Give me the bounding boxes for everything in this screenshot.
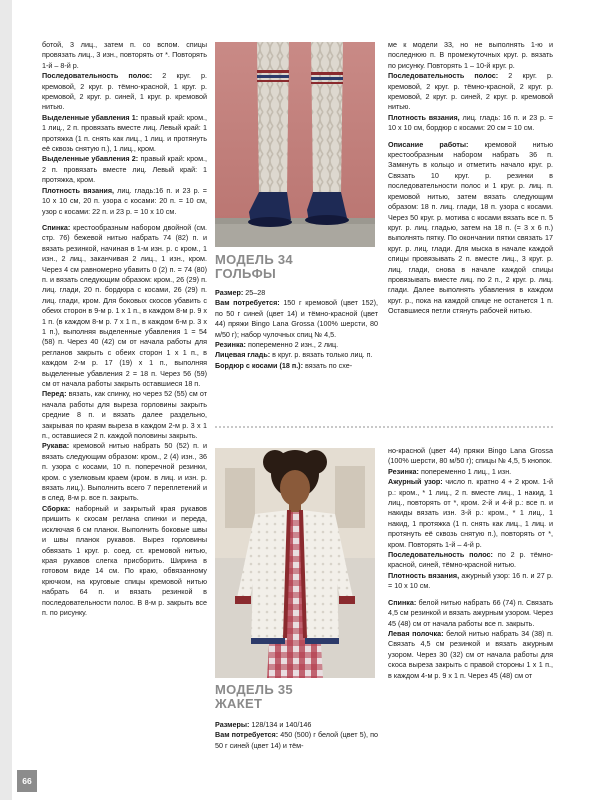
paragraph: Резинка: попеременно 2 изн., 2 лиц. [215, 340, 339, 350]
paragraph: Вам потребуется: 450 (500) г белой (цвет 5), по 50 г синей (цвет 14) и тём- [215, 730, 379, 750]
paragraph: Резинка: попеременно 1 лиц., 1 изн. [388, 466, 512, 476]
paragraph: Выделенные убавления 1: правый край: кром., 1 лиц., 2 п. провязать вместе лиц. Левый край: 1 протяжка (1 п. снять как лиц., 1 лиц. и протянуть её сквозь снятую п.), 1 лиц., кром. [42, 112, 207, 154]
model35-specs [215, 720, 378, 751]
paragraph: Бордюр с косами (18 п.): вязать по схе- [215, 360, 353, 370]
model35-number: МОДЕЛЬ 35 [215, 682, 293, 697]
paragraph: Левая полочка: белой нитью набрать 34 (38) п. Связать 4,5 см резинкой и вязать ажурным узором. Через 30 (32) см от начала работы для скоса выреза закрыть с правой стороны 1 х 1 п., в каждом 4-м р. 9 х 1 п. Через 45 (48) см от [388, 628, 553, 680]
paragraph: Выделенные убавления 2: правый край: кром., 2 п. провязать вместе лиц. Левый край: 1 протяжка, кром. [42, 154, 207, 185]
photo-knee-socks [215, 42, 375, 247]
page-number: 66 [17, 770, 37, 792]
model34-number: МОДЕЛЬ 34 [215, 252, 293, 267]
section-divider [215, 426, 553, 428]
model34-name: ГОЛЬФЫ [215, 266, 277, 281]
paragraph: Последовательность полос: 2 круг. р. кремовой, 2 круг. р. тёмно-красной, 2 круг. р. кремовой, 2 круг. р. синей, 2 круг. р. кремовой нитью. [388, 71, 553, 112]
paragraph: Плотность вязания, ажурный узор: 16 п. и 27 р. = 10 х 10 см. [388, 570, 553, 591]
paragraph: Спинка: крестообразным набором двойной (см. стр. 76) бежевой нитью набрать 74 (82) п. и вязать резинкой, начиная в 1-м изн. р. с кром., 1 изн., 2 лиц., заканчивая 2 лиц., 1 изн., кром. Через 4 см равномерно убавить 0 (2) п. = 74 (80) п. и вязать следующим образом: кром., 26 (29) п. лиц. глади, 20 п. бордюра с косами, 26 (29) п. лиц. глади, кром. Для боковых скосов убавить с обеих сторон в 9-м р. 1 х 1 п., в каждом 8-м р. 9 х 1 п. (в каждом 8-м р. 7 х 1 п., в каждом 6-м р. 3 х 1 п.), выполняя выделенные убавления 1 = 54 (58) п. Через 40 (42) см от начала работы для регланов закрыть с обеих сторон 1 х 1 п., в каждом 2-м р. 17 (19) х 1 п., выполняя выделенные убавления 2 = 18 п. Через 56 (59) см от начала работы закрыть оставшиеся 18 п. [42, 222, 208, 388]
model35-title [215, 683, 293, 711]
column-left [42, 40, 207, 618]
paragraph: Ажурный узор: число п. кратно 4 + 2 кром. 1-й р.: кром., * 1 лиц., 2 п. вместе лиц., 1 накид, 1 лиц., повторять от *, кром. 2-й и 4-й р.: все п. и накиды вязать изн. 3-й р.: кром., * 1 лиц., 1 накид, 1 протяжка (1 п. снять как лиц., 1 лиц. и протянуть её сквозь снятую п.), повторять от *, кром. Повторять 1-й – 4-й р. [388, 477, 553, 549]
model35-name: ЖАКЕТ [215, 696, 263, 711]
paragraph: Сборка: наборный и закрытый края рукавов пришить к скосам реглана спинки и переда, исключая 6 см планок. Выполнить боковые швы и швы планок рукавов. Вырез горловины обвязать 1 круг. р. соед. ст. кремовой нитью, края рукавов слегка присборить. Ширина в готовом виде 14 см. По краю, обвязанному крючком, на круговые спицы кремовой нитью набрать 64 п. и вязать резинкой в последовательности полос. В 8-м р. закрыть все п. по рисунку. [42, 503, 208, 617]
page-edge-rail [0, 0, 12, 800]
model34-specs [215, 288, 378, 371]
paragraph: Плотность вязания, лиц. гладь: 16 п. и 23 р. = 10 х 10 см, бордюр с косами: 20 см = 10 см. [388, 112, 554, 133]
jacket-illustration [215, 448, 375, 678]
paragraph: Спинка: белой нитью набрать 66 (74) п. Связать 4,5 см резинкой и вязать ажурным узором. Через 45 (48) см от начала работы все п. закрыть. [388, 597, 553, 628]
paragraph: Последовательность полос: 2 круг. р. кремовой, 2 круг. р. тёмно-красной, 1 круг. р. кремовой, 2 круг. р. синей, 1 круг. р. кремовой нитью. [42, 71, 207, 112]
paragraph: но-красной (цвет 44) пряжи Bingo Lana Grossa (100% шерсти, 80 м/50 г); спицы № 4,5, 5 кнопок. [388, 446, 553, 466]
photo-girl-jacket [215, 448, 375, 678]
column-right-bottom [388, 446, 553, 681]
paragraph: Размер: 25–28 [215, 288, 266, 297]
paragraph: Перед: вязать, как спинку, но через 52 (55) см от начала работы для выреза горловины закрыть средние 8 п. и вязать далее раздельно, закрывая по краям выреза в каждом 2-м р. 3 х 1 п., оставшиеся 2 п. каждой половины закрыть. [42, 389, 207, 441]
model34-title [215, 253, 293, 281]
paragraph: Вам потребуется: 150 г кремовой (цвет 152), по 50 г синей (цвет 14) и тёмно-красной (цвет 44) пряжи Bingo Lana Grossa (100% шерсти, 80 м/50 г); набор чулочных спиц № 4,5. [215, 298, 378, 339]
knee-socks-illustration [215, 42, 375, 247]
paragraph: Размеры: 128/134 и 140/146 [215, 720, 312, 729]
paragraph: ме к модели 33, но не выполнять 1-ю и последнюю п. В промежуточных круг. р. вязать по рисунку. Повторять 1 – 10-й круг. р. [388, 40, 553, 70]
paragraph: Лицевая гладь: в круг. р. вязать только лиц. п. [215, 350, 373, 360]
paragraph: Последовательность полос: по 2 р. тёмно-красной, синей, тёмно-красной нитью. [388, 550, 554, 570]
paragraph: Плотность вязания, лиц. гладь:16 п. и 23 р. = 10 х 10 см, 20 п. узора с косами: 20 п. = 10 см, узор с косами: 22 п. и 23 р. = 10 х 10 см. [42, 185, 207, 216]
paragraph: Описание работы: кремовой нитью крестообразным набором набрать 36 п. Замкнуть в кольцо и отметить начало круг. р. Связать 10 круг. р. резинки в последовательности полос и 1 круг. р. лиц. п. кремовой нитью, затем вязать следующим образом: 18 п. лиц. глади, 18 п. узора с косами. Через 50 круг. р. мотива с косами вязать все п. 5 круг. р. лиц. гладью, затем на 18 п. (= 3 х 6 п.) выполнять пятку. По окончании пятки связать 17 круг. р. лиц. глади. Для мыска в начале каждой спицы провязывать 2 п. вместе лиц., 3 круг. р. лиц. глади, снова в начале каждой спицы провязывать вместе лиц. по 2 п., 2 круг. р. лиц. глади. Далее выполнять убавления в каждом круг. р., пока на каждой спице не останется 1 п. Оставшиеся петли стянуть рабочей нитью. [388, 139, 553, 316]
paragraph: Рукава: кремовой нитью набрать 50 (52) п. и вязать следующим образом: кром., 2 (4) изн., 36 п. узора с косами, 10 п. поперечной резинки, кром. с узелковым краем (кром. в лиц. и изн. р. вязать лиц.). Выполнить всего 7 переплетений и в след. 8-м р. все п. закрыть. [42, 441, 208, 503]
column-right-top [388, 40, 553, 317]
paragraph: ботой, 3 лиц., затем п. со вспом. спицы провязать лиц., 3 изн., повторять от *. Повторять 1-й – 8-й р. [42, 40, 207, 70]
